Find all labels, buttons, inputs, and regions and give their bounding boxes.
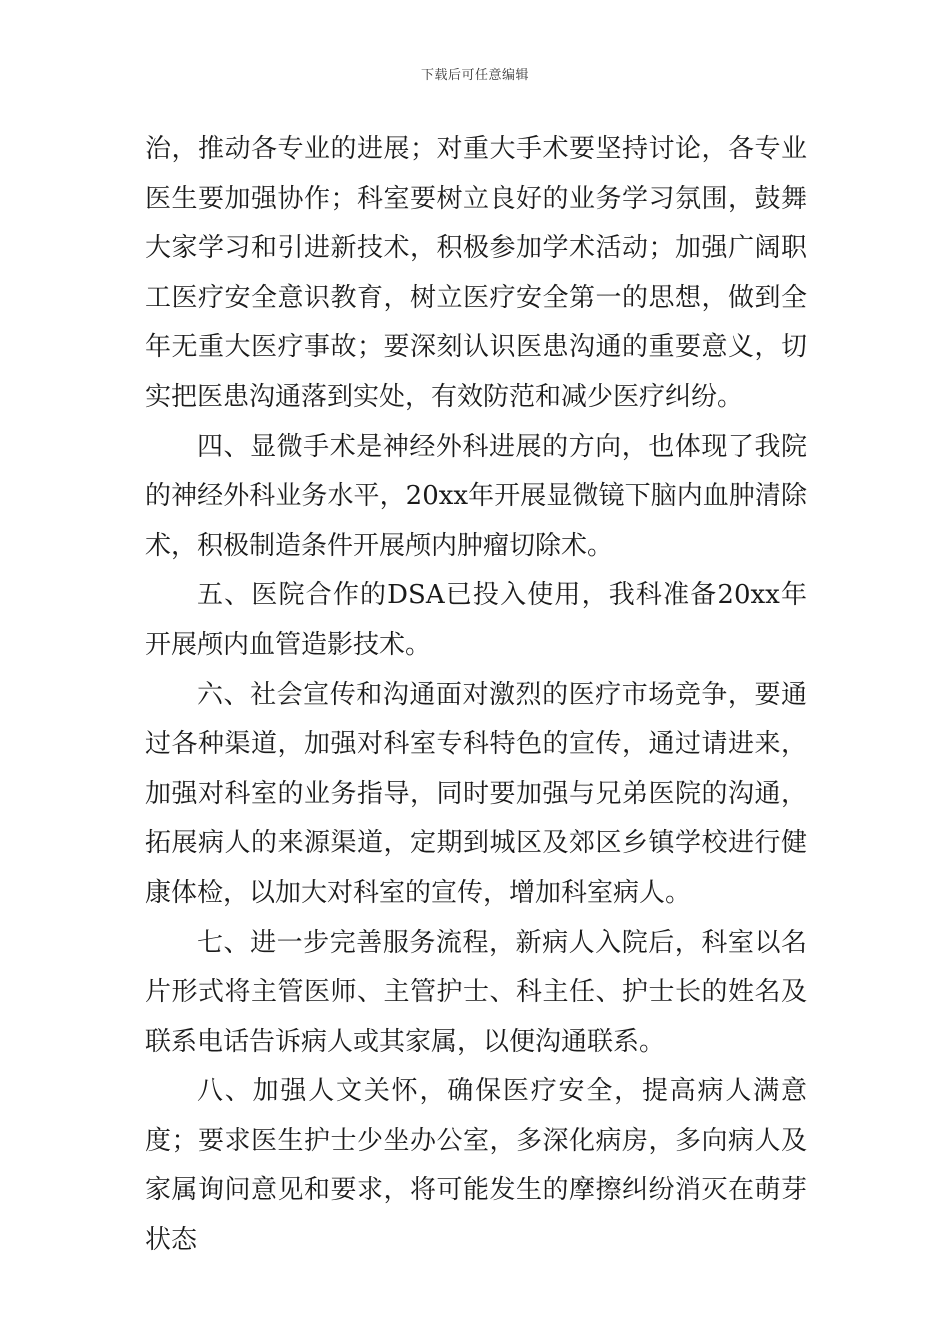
page-header: 下载后可任意编辑 <box>420 68 529 83</box>
paragraph-item-4: 四、显微手术是神经外科进展的方向，也体现了我院的神经外科业务水平，20xx年开展显微镜下脑内血肿清除术，积极制造条件开展颅内肿瘤切除术。 <box>145 431 807 561</box>
paragraph-item-7: 七、进一步完善服务流程，新病人入院后，科室以名片形式将主管医师、主管护士、科主任、护士长的姓名及联系电话告诉病人或其家属，以便沟通联系。 <box>145 927 807 1057</box>
paragraph-continued: 治，推动各专业的进展；对重大手术要坚持讨论，各专业医生要加强协作；科室要树立良好的业务学习氛围，鼓舞大家学习和引进新技术，积极参加学术活动；加强广阔职工医疗安全意识教育，树立医疗安全第一的思想，做到全年无重大医疗事故；要深刻认识医患沟通的重要意义，切实把医患沟通落到实处，有效防范和减少医疗纠纷。 <box>145 134 807 412</box>
paragraph-item-6: 六、社会宣传和沟通面对激烈的医疗市场竞争，要通过各种渠道，加强对科室专科特色的宣传，通过请进来，加强对科室的业务指导，同时要加强与兄弟医院的沟通，拓展病人的来源渠道，定期到城区及郊区乡镇学校进行健康体检，以加大对科室的宣传，增加科室病人。 <box>145 679 807 908</box>
document-body <box>145 125 807 1266</box>
paragraph-item-5: 五、医院合作的DSA已投入使用，我科准备20xx年开展颅内血管造影技术。 <box>145 580 807 660</box>
paragraph-item-8: 八、加强人文关怀，确保医疗安全，提高病人满意度；要求医生护士少坐办公室，多深化病房，多向病人及家属询问意见和要求，将可能发生的摩擦纠纷消灭在萌芽状态 <box>145 1076 807 1256</box>
